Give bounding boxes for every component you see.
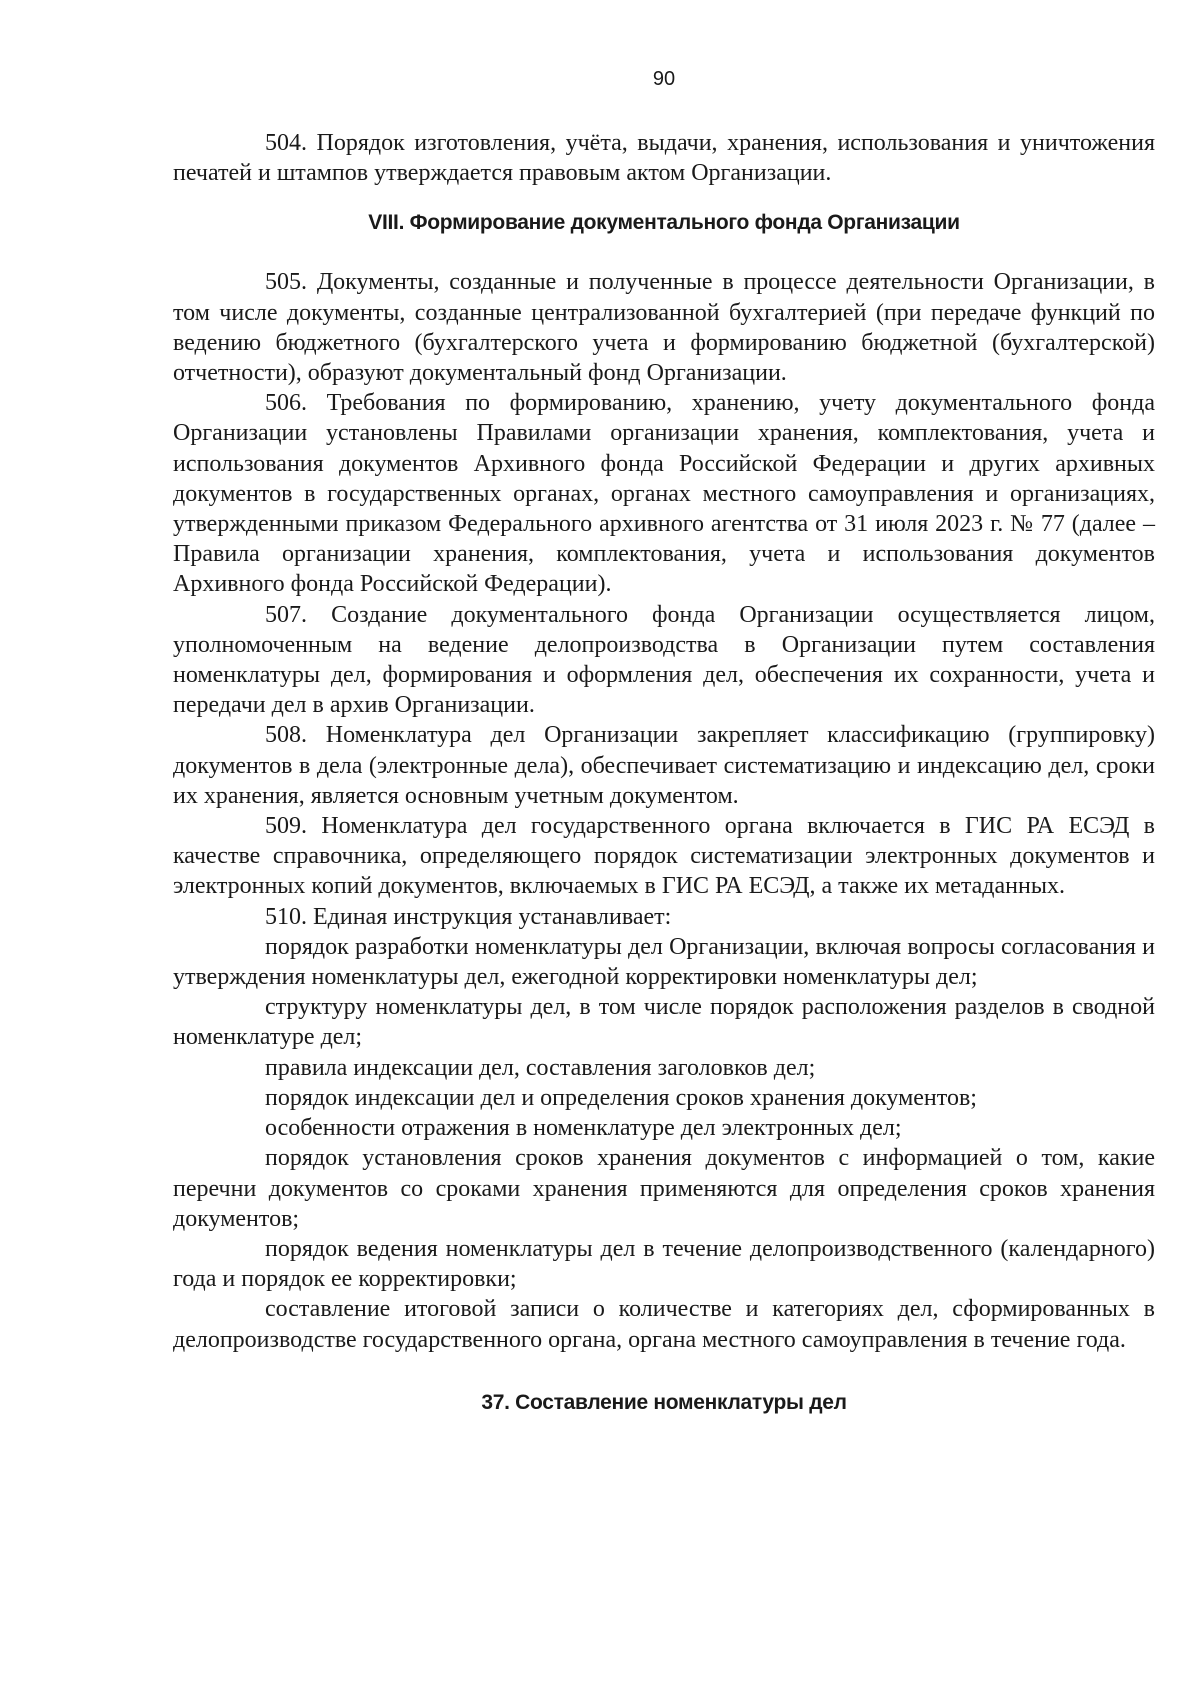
paragraph-506: 506. Требования по формированию, хранению, учету документального фонда Организации установлены Правилами организации хранения, комплектования, учета и использования документов Архивного фонда Российской Федерации и других архивных документов в государственных органах, органах местного самоуправления и организациях, утвержденными приказом Федерального архивного агентства от 31 июля 2023 г. № 77 (далее – Правила организации хранения, комплектования, учета и использования документов Архивного фонда Российской Федерации). — [173, 390, 1155, 598]
section-heading: VIII. Формирование документального фонда Организации — [368, 211, 960, 235]
list-item-final-record: составление итоговой записи о количестве и категориях дел, сформированных в делопроизводстве государственного органа, органа местного самоуправления в течение года. — [173, 1296, 1155, 1353]
paragraph-509: 509. Номенклатура дел государственного органа включается в ГИС РА ЕСЭД в качестве справочника, определяющего порядок систематизации электронных документов и электронных копий документов, включаемых в ГИС РА ЕСЭД, а также их метаданных. — [173, 813, 1155, 900]
paragraph-505: 505. Документы, созданные и полученные в процессе деятельности Организации, в том числе документы, созданные централизованной бухгалтерией (при передаче функций по ведению бюджетного (бухгалтерского учета и формированию бюджетной (бухгалтерской) отчетности), образуют документальный фонд Организации. — [173, 269, 1155, 387]
list-item-nomenclature-maintenance: порядок ведения номенклатуры дел в течение делопроизводственного (календарного) года и порядок ее корректировки; — [173, 1235, 1155, 1293]
list-item-electronic-cases: особенности отражения в номенклатуре дел электронных дел; — [265, 1115, 902, 1142]
paragraph-507: 507. Создание документального фонда Организации осуществляется лицом, уполномоченным на ведение делопроизводства в Организации путем составления номенклатуры дел, формирования и оформления дел, обеспечения их сохранности, учета и передачи дел в архив Организации. — [173, 601, 1155, 719]
chapter-heading: 37. Составление номенклатуры дел — [481, 1390, 847, 1414]
page-number: 90 — [652, 68, 676, 90]
list-item-nomenclature-structure: структуру номенклатуры дел, в том числе порядок расположения разделов в сводной номенклатуре дел; — [173, 994, 1155, 1051]
paragraph-510: 510. Единая инструкция устанавливает: — [265, 903, 672, 930]
paragraph-508: 508. Номенклатура дел Организации закрепляет классификацию (группировку) документов в дела (электронные дела), обеспечивает систематизацию и индексацию дел, сроки их хранения, является основным учетным документом. — [173, 722, 1155, 809]
list-item-indexing-order: порядок индексации дел и определения сроков хранения документов; — [265, 1084, 977, 1111]
paragraph-504: 504. Порядок изготовления, учёта, выдачи, хранения, использования и уничтожения печатей и штампов утверждается правовым актом Организации. — [173, 130, 1155, 187]
list-item-retention-periods: порядок установления сроков хранения документов с информацией о том, какие перечни документов со сроками хранения применяются для определения сроков хранения документов; — [173, 1145, 1155, 1232]
document-body — [173, 128, 1155, 1418]
list-item-nomenclature-development: порядок разработки номенклатуры дел Организации, включая вопросы согласования и утверждения номенклатуры дел, ежегодной корректировки номенклатуры дел; — [173, 933, 1155, 991]
list-item-indexing-rules: правила индексации дел, составления заголовков дел; — [265, 1054, 816, 1081]
